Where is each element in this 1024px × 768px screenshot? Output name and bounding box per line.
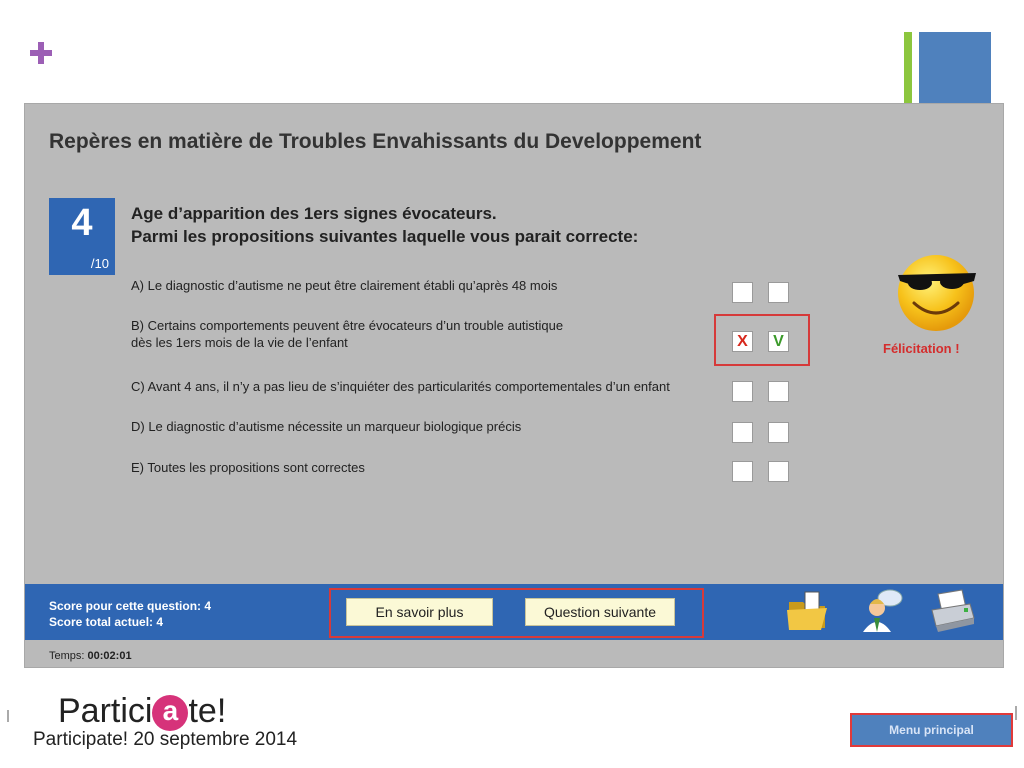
answer-c-checkbox-2[interactable] [768,381,789,402]
elapsed-time [49,650,132,662]
score-question: Score pour cette question: 4 [49,599,212,613]
blue-accent-square [919,32,991,104]
feedback-message: Félicitation ! [883,341,960,356]
answer-a-checkbox-1[interactable] [732,282,753,303]
score-bar [25,584,1003,640]
answer-c: C) Avant 4 ans, il n’y a pas lieu de s’inquiéter des particularités comportementales d’un enfant [131,379,670,394]
score-total: Score total actuel: 4 [49,615,164,629]
answer-d-checkbox-1[interactable] [732,422,753,443]
logo-text-part2: te! [188,692,227,730]
learn-more-button[interactable]: En savoir plus [346,598,493,626]
answer-e: E) Toutes les propositions sont correctes [131,460,365,475]
time-label: Temps: [49,650,85,662]
logo-text-part1: Partici [58,692,153,730]
folder-icon[interactable] [785,588,831,634]
score-info [49,598,211,630]
answer-b-wrong-mark[interactable]: X [732,331,753,352]
footer-text: Participate! 20 septembre 2014 [33,729,298,750]
participate-logo [58,692,226,731]
left-edge-tick [7,710,9,722]
answer-b-correct-mark[interactable]: V [768,331,789,352]
quiz-panel [24,103,1004,668]
answer-d-checkbox-2[interactable] [768,422,789,443]
next-question-button[interactable]: Question suivante [525,598,675,626]
quiz-title: Repères en matière de Troubles Envahissants du Developpement [49,130,702,153]
time-value: 00:02:01 [87,650,132,662]
answer-a: A) Le diagnostic d’autisme ne peut être clairement établi qu’après 48 mois [131,278,558,293]
answer-d: D) Le diagnostic d’autisme nécessite un marqueur biologique précis [131,419,522,434]
logo-letter: a [152,695,188,731]
user-chat-icon[interactable] [860,588,906,634]
question-text: Age d’apparition des 1ers signes évocateurs. Parmi les propositions suivantes laquelle vous parait correcte: [131,204,639,246]
sunglasses-smiley-icon [890,249,980,334]
question-number-badge [49,198,115,275]
printer-icon[interactable] [930,588,976,634]
main-menu-button[interactable]: Menu principal [850,713,1013,747]
answer-e-checkbox-1[interactable] [732,461,753,482]
action-buttons-group [329,588,704,638]
answer-c-checkbox-1[interactable] [732,381,753,402]
plus-decoration [26,38,58,70]
question-number: 4 [71,202,93,244]
answer-b-highlight [714,314,810,366]
answer-a-checkbox-2[interactable] [768,282,789,303]
right-edge-tick [1015,706,1017,720]
question-total: /10 [90,256,109,271]
answer-b: B) Certains comportements peuvent être évocateurs d’un trouble autistique dès les 1ers mois de la vie de l’enfant [131,318,564,350]
green-accent-bar [904,32,912,104]
answer-e-checkbox-2[interactable] [768,461,789,482]
